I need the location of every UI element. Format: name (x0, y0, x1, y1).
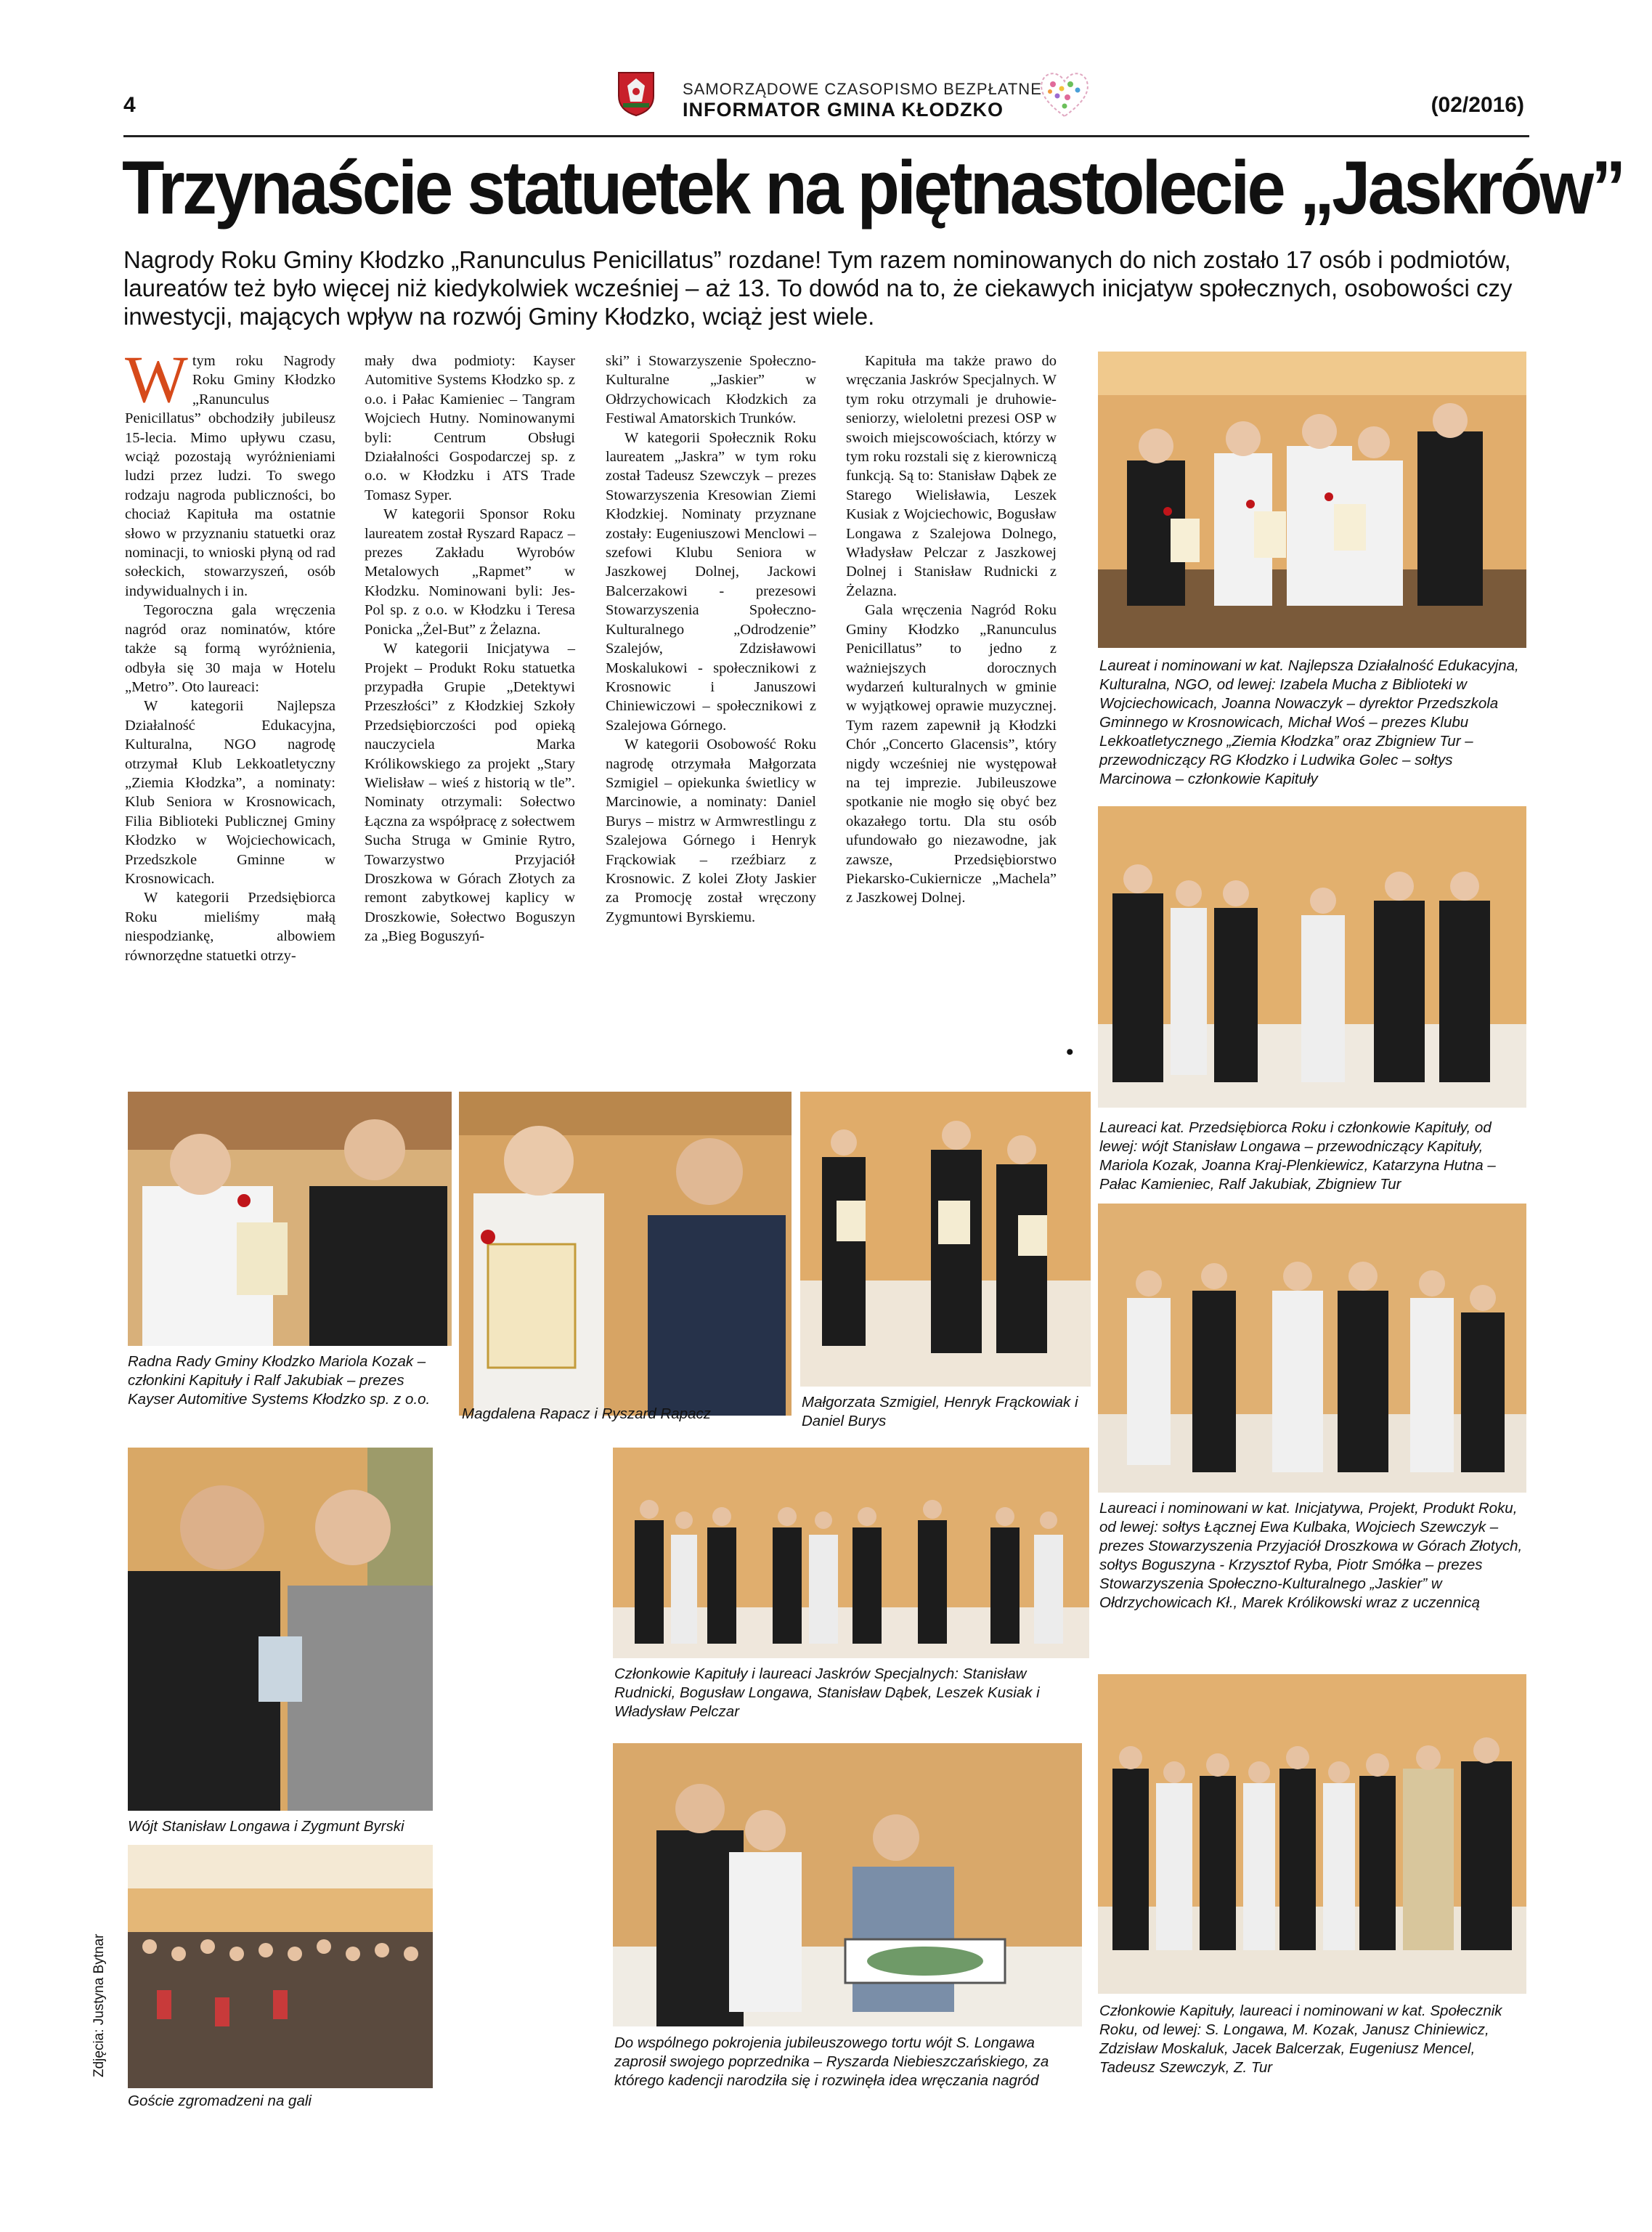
caption: Goście zgromadzeni na gali (128, 2093, 312, 2109)
paragraph: ski” i Stowarzyszenie Społeczno-Kulturalne „Jaskier” w Ołdrzychowicach Kłodzkich za Festiwal Amatorskich Trunków. (606, 353, 816, 427)
article-lead: Nagrody Roku Gminy Kłodzko „Ranunculus Penicillatus” rozdane! Tym razem nominowanych do nich zostało 17 osób i podmiotów, laureatów też było więcej niż kiedykolwiek wcześniej – aż 13. To dowód na to, że ciekawych inicjatyw społecznych, osobowości czy inwestycji, mających wpływ na rozwój Gminy Kłodzko, wciąż jest wiele. (123, 246, 1513, 330)
caption: Wójt Stanisław Longawa i Zygmunt Byrski (128, 1818, 404, 1835)
photo-kozak-jakubiak (128, 1092, 452, 1346)
masthead-subtitle: SAMORZĄDOWE CZASOPISMO BEZPŁATNE (683, 80, 1042, 98)
article-end-mark: • (1066, 1040, 1074, 1064)
paragraph: W kategorii Przedsiębiorca Roku mieliśmy małą niespodziankę, albowiem równorzędne statuetki otrzy- (125, 890, 335, 964)
paragraph: Kapituła ma także prawo do wręczania Jaskrów Specjalnych. W tym roku otrzymali je druhowie-seniorzy, wieloletni prezesi OSP w swoich miejscowościach, którzy w tym roku rozstali się z kierowniczą funkcją. Są to: Stanisław Dąbek ze Starego Wielisławia, Leszek Kusiak z Wojciechowic, Bogusław Longawa z Szalejowa Dolnego, Władysław Pelczar z Jaszkowej Dolnej i Stanisław Rudnicki z Żelazna. (846, 353, 1057, 599)
paragraph: W kategorii Najlepsza Działalność Edukacyjna, Kulturalna, NGO nagrodę otrzymał Klub Lekkoatletyczny „Ziemia Kłodzka”, a nominaty: Klub Seniora w Krosnowicach, Filia Biblioteki Publicznej Gminy Kłodzko w Wojciechowicach, Przedszkole Gminne w Krosnowicach. (125, 698, 335, 887)
photo-cake-cutting (613, 1743, 1082, 2026)
caption: Małgorzata Szmigiel, Henryk Frąckowiak i Daniel Burys (802, 1394, 1078, 1429)
photo-laureates-ngo (1098, 352, 1526, 648)
paragraph: W kategorii Inicjatywa – Projekt – Produkt Roku statuetka przypadła Grupie „Detektywi Przeszłości” z Kłodzkiej Szkoły Przedsiębiorczości pod opieką nauczyciela Marka Królikowskiego za projekt „Stary Wielisław – wieś z historią w tle”. Nominaty otrzymali: Sołectwo Łączna za współpracę z sołectwem Sucha Struga w Gminie Rytro, Towarzystwo Przyjaciół Droszkowa w Górach Złotych za remont zabytkowej kaplicy w Droszkowie, Sołectwo Boguszyn za „Bieg Boguszyń- (365, 641, 575, 945)
heart-logo-icon (1037, 68, 1092, 119)
caption: Członkowie Kapituły, laureaci i nominowani w kat. Społecznik Roku, od lewej: S. Longawa, M. Kozak, Janusz Chiniewicz, Zdzisław Moskaluk, Jacek Balcerzak, Eugeniusz Mencel, Tadeusz Szewczyk, Z. Tur (1099, 2002, 1502, 2076)
photo-longawa-byrski (128, 1448, 433, 1811)
coat-of-arms-icon (616, 70, 656, 118)
caption: Do wspólnego pokrojenia jubileuszowego tortu wójt S. Longawa zaprosił swojego poprzednika – Ryszarda Niebieszczańskiego, za którego kadencji narodziła się i rozwinęła idea wręczania nagród (614, 2034, 1049, 2089)
article-column-3 (606, 352, 816, 927)
photo-entrepreneur-laureates (1098, 806, 1526, 1108)
article-column-1 (125, 342, 335, 965)
photo-szmigiel-frackowiak-burys (800, 1092, 1091, 1387)
paragraph: Gala wręczenia Nagród Roku Gminy Kłodzko „Ranunculus Penicillatus” to jedno z ważniejszych dorocznych wydarzeń kulturalnych w gminie w wyjątkowej oprawie muzycznej. Tym razem zapewnił ją Kłodzki Chór „Concerto Glacensis”, który nigdy wcześniej nie występował na tej imprezie. Jubileuszowe spotkanie nie mogło się obyć bez okazałego tortu. Dla stu osób ufundowało go niezawodne, jak zawsze, Przedsiębiorstwo Piekarsko-Cukiernicze „Machela” z Jaszkowej Dolnej. (846, 602, 1057, 906)
caption: Radna Rady Gminy Kłodzko Mariola Kozak – członkini Kapituły i Ralf Jakubiak – prezes Kayser Automitive Systems Kłodzko sp. z o.o. (128, 1353, 431, 1408)
photo-guests (128, 1845, 433, 2088)
caption: Członkowie Kapituły i laureaci Jaskrów Specjalnych: Stanisław Rudnicki, Bogusław Longawa, Stanisław Dąbek, Leszek Kusiak i Władysław Pelczar (614, 1665, 1040, 1720)
article-headline: Trzynaście statuetek na piętnastolecie „Jaskrów” (122, 146, 1624, 230)
paragraph: Tegoroczna gala wręczenia nagród oraz nominatów, które także są formą wyróżnienia, odbyła się 30 maja w Hotelu „Metro”. Oto laureaci: (125, 602, 335, 695)
header-rule (123, 135, 1529, 137)
caption: Laureaci kat. Przedsiębiorca Roku i członkowie Kapituły, od lewej: wójt Stanisław Longawa – przewodniczący Kapituły, Mariola Kozak, Joanna Kraj-Plenkiewicz, Katarzyna Hutna – Pałac Kamieniec, Ralf Jakubiak, Zbigniew Tur (1099, 1119, 1496, 1193)
paragraph: tym roku Nagrody Roku Gminy Kłodzko „Ranunculus Penicillatus” obchodziły jubileusz 15-lecia. Mimo upływu czasu, wciąż pozostają wyróżnieniami ludzi przez ludzi. To swego rodzaju nagroda publiczności, bo chociaż Kapituła ma ostatnie słowo w przyznaniu statuetki oraz nominacji, to wnioski płyną od rad sołeckich, stowarzyszeń, osób indywidualnych i in. (125, 353, 335, 599)
article-column-2 (365, 352, 575, 946)
issue-number: (02/2016) (1431, 93, 1524, 117)
drop-cap: W (125, 342, 188, 416)
photo-credit: Zdjęcia: Justyna Bytnar (91, 1933, 107, 2077)
paragraph: W kategorii Osobowość Roku nagrodę otrzymała Małgorzata Szmigiel – opiekunka świetlicy w Marcinowie, a nominaty: Daniel Burys – mistrz w Armwrestlingu z Szalejowa Górnego i Henryk Frąckowiak – rzeźbiarz z Krosnowic. Z kolei Złoty Jaskier za Promocję został wręczony Zygmuntowi Byrskiemu. (606, 736, 816, 925)
paragraph: W kategorii Sponsor Roku laureatem został Ryszard Rapacz – prezes Zakładu Wyrobów Metalowych „Rapmet” w Kłodzku. Nominowani byli: Jes-Pol sp. z o.o. w Kłodzku i Teresa Ponicka „Żel-But” z Żelazna. (365, 506, 575, 638)
masthead-title: INFORMATOR GMINA KŁODZKO (683, 99, 1004, 121)
page-number: 4 (123, 93, 136, 117)
paragraph: W kategorii Społecznik Roku laureatem „Jaskra” w tym roku został Tadeusz Szewczyk – prezes Stowarzyszenia Kresowian Ziemi Kłodzkiej. Nominaty przyznane zostały: Eugeniuszowi Menclowi – szefowi Klubu Seniora w Jaszkowej Dolnej, Jackowi Balcerzakowi - prezesowi Stowarzyszenia Społeczno-Kulturalnego „Odrodzenie” Szalejów, Zdzisławowi Moskalukowi - społecznikowi z Krosnowic i Januszowi Chiniewiczowi – społecznikowi z Szalejowa Górnego. (606, 429, 816, 734)
photo-rapacz (459, 1092, 792, 1416)
caption: Laureaci i nominowani w kat. Inicjatywa, Projekt, Produkt Roku, od lewej: sołtys Łącznej Ewa Kulbaka, Wojciech Szewczyk – prezes Stowarzyszenia Przyjaciół Droszkowa w Górach Złotych, sołtys Boguszyna - Krzysztof Ryba, Piotr Smółka – prezes Stowarzyszenia Społeczno-Kulturalnego „Jaskier” w Ołdrzychowicach Kł., Marek Królikowski wraz z uczennicą (1099, 1500, 1523, 1611)
paragraph: mały dwa podmioty: Kayser Automitive Systems Kłodzko sp. z o.o. i Pałac Kamieniec – Tangram Wojciech Hutny. Nominowanymi byli: Centrum Obsługi Działalności Gospodarczej sp. z o.o. w Kłodzku i ATS Trade Tomasz Syper. (365, 353, 575, 503)
article-column-4 (846, 352, 1057, 908)
photo-initiative-laureates (1098, 1204, 1526, 1493)
photo-special-laureates (613, 1448, 1089, 1658)
caption: Magdalena Rapacz i Ryszard Rapacz (462, 1405, 711, 1422)
caption: Laureat i nominowani w kat. Najlepsza Działalność Edukacyjna, Kulturalna, NGO, od lewej: Izabela Mucha z Biblioteki w Wojciechowicach, Joanna Nowaczyk – dyrektor Przedszkola Gminnego w Krosnowicach, Michał Woś – prezes Klubu Lekkoatletycznego „Ziemia Kłodzka” oraz Zbigniew Tur – przewodniczący RG Kłodzko i Ludwika Golec – sołtys Marcinowa – członkowie Kapituły (1099, 657, 1519, 787)
photo-social-activist-group (1098, 1674, 1526, 1994)
